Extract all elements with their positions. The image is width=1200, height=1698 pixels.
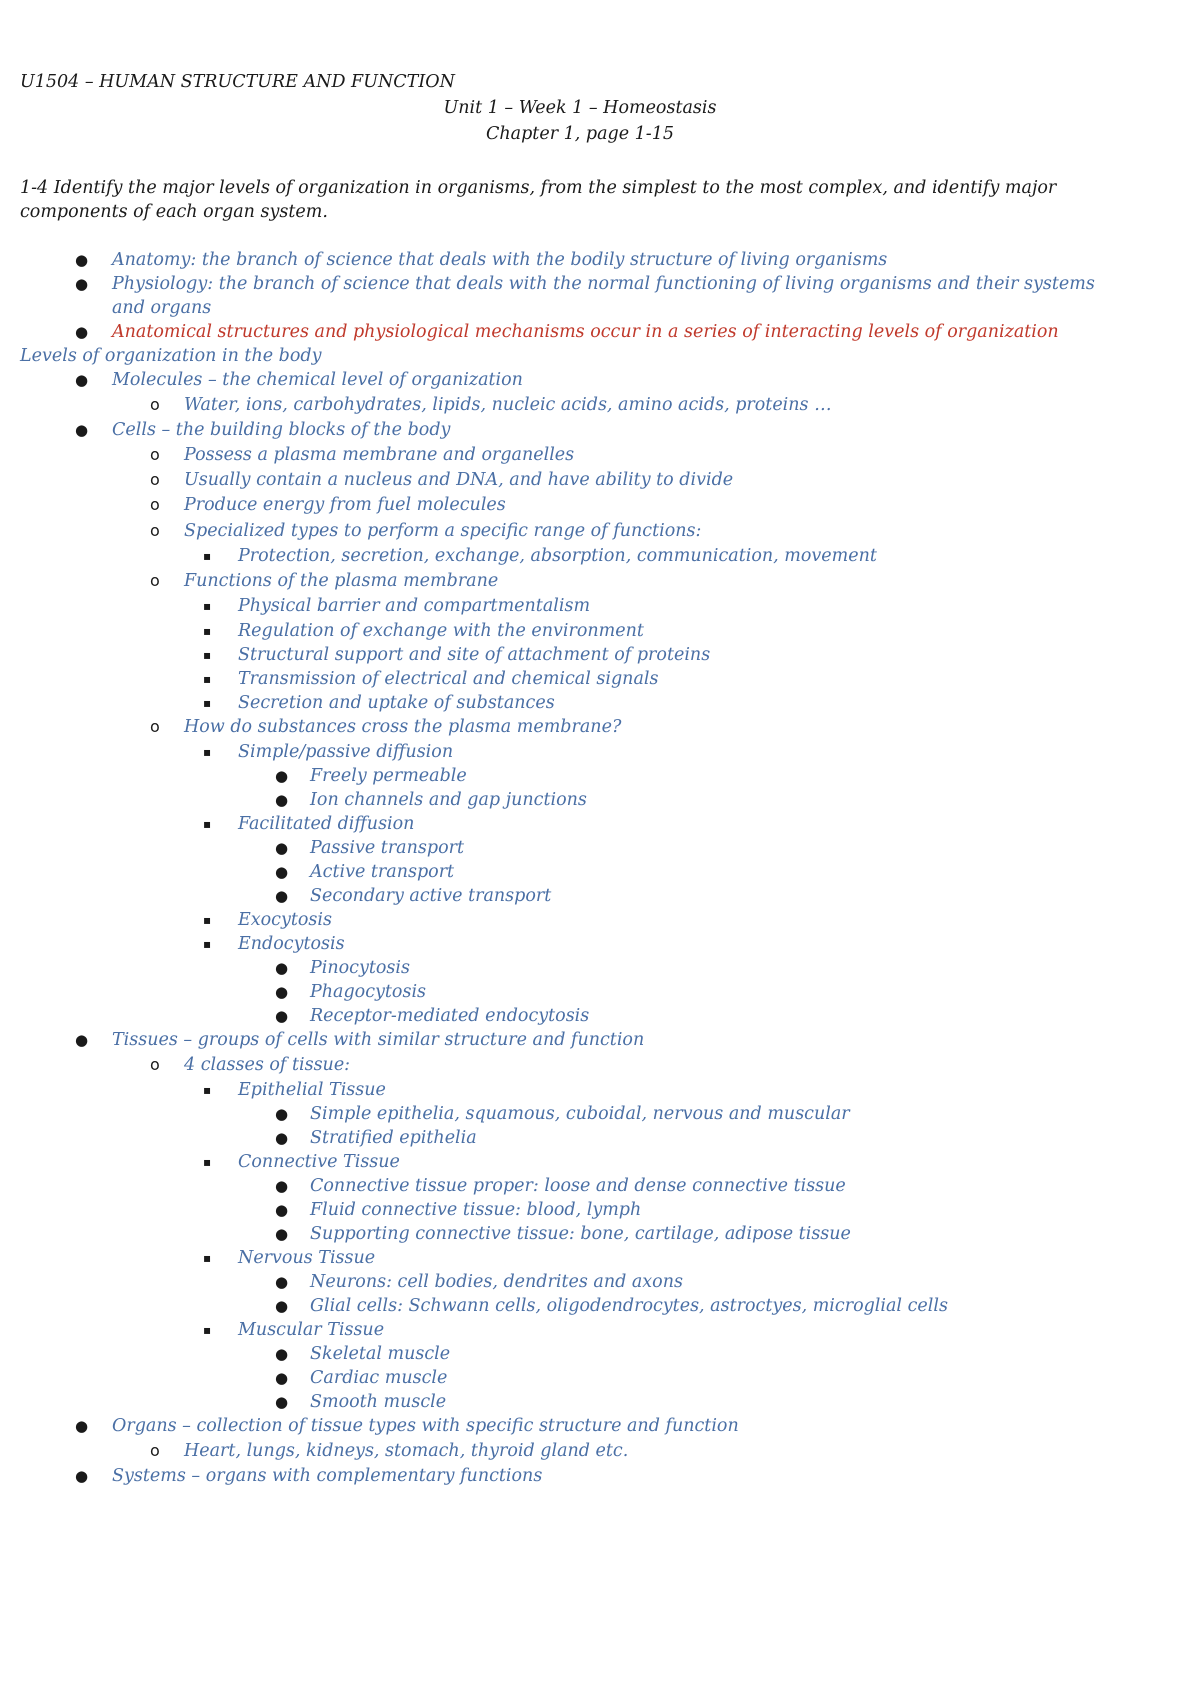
bullet-disc-icon: ●	[275, 983, 289, 1001]
bullet-square-icon: ▪	[203, 1083, 212, 1097]
bullet-circle-icon: o	[150, 470, 160, 489]
bullet-disc-icon: ●	[275, 1129, 289, 1147]
list-item: Regulation of exchange with the environment	[238, 621, 644, 641]
bullet-disc-icon: ●	[275, 959, 289, 977]
list-item: Supporting connective tissue: bone, cartilage, adipose tissue	[310, 1224, 851, 1244]
bullet-disc-icon: ●	[275, 1345, 289, 1363]
list-item: Secretion and uptake of substances	[238, 693, 555, 713]
bullet-square-icon: ▪	[203, 549, 212, 563]
list-item-highlight: Anatomical structures and physiological mechanisms occur in a series of interacting levels of organization	[112, 322, 1059, 342]
bullet-square-icon: ▪	[203, 913, 212, 927]
bullet-circle-icon: o	[150, 521, 160, 540]
bullet-disc-icon: ●	[275, 839, 289, 857]
list-item: Structural support and site of attachment of proteins	[238, 645, 711, 665]
list-item: How do substances cross the plasma membrane?	[184, 717, 622, 737]
list-item: Protection, secretion, exchange, absorption, communication, movement	[238, 546, 877, 566]
list-item: Ion channels and gap junctions	[310, 790, 587, 810]
list-item: Tissues – groups of cells with similar structure and function	[112, 1030, 645, 1050]
list-item: Connective Tissue	[238, 1152, 400, 1172]
list-item: Connective tissue proper: loose and dense connective tissue	[310, 1176, 846, 1196]
list-item: Muscular Tissue	[238, 1320, 385, 1340]
list-item: Neurons: cell bodies, dendrites and axons	[310, 1272, 683, 1292]
list-item: Specialized types to perform a specific range of functions:	[184, 521, 702, 541]
bullet-disc-icon: ●	[75, 421, 89, 439]
objective-line-2: components of each organ system.	[20, 202, 328, 222]
bullet-square-icon: ▪	[203, 745, 212, 759]
bullet-square-icon: ▪	[203, 937, 212, 951]
bullet-disc-icon: ●	[75, 275, 89, 293]
list-item: Transmission of electrical and chemical signals	[238, 669, 659, 689]
bullet-square-icon: ▪	[203, 672, 212, 686]
list-item-continuation: and organs	[112, 298, 212, 318]
bullet-square-icon: ▪	[203, 599, 212, 613]
course-title: U1504 – HUMAN STRUCTURE AND FUNCTION	[20, 72, 455, 92]
bullet-square-icon: ▪	[203, 696, 212, 710]
bullet-square-icon: ▪	[203, 648, 212, 662]
list-item: Nervous Tissue	[238, 1248, 376, 1268]
section-heading: Levels of organization in the body	[20, 346, 322, 366]
list-item: Glial cells: Schwann cells, oligodendrocytes, astroctyes, microglial cells	[310, 1296, 948, 1316]
bullet-circle-icon: o	[150, 1441, 160, 1460]
list-item: Cardiac muscle	[310, 1368, 448, 1388]
bullet-circle-icon: o	[150, 395, 160, 414]
list-item: Systems – organs with complementary functions	[112, 1466, 543, 1486]
list-item: Passive transport	[310, 838, 465, 858]
list-item: Pinocytosis	[310, 958, 410, 978]
list-item: Cells – the building blocks of the body	[112, 420, 451, 440]
bullet-disc-icon: ●	[275, 1273, 289, 1291]
list-item: Freely permeable	[310, 766, 467, 786]
bullet-disc-icon: ●	[275, 887, 289, 905]
list-item: Endocytosis	[238, 934, 345, 954]
bullet-disc-icon: ●	[275, 1105, 289, 1123]
list-item: Possess a plasma membrane and organelles	[184, 445, 575, 465]
bullet-disc-icon: ●	[275, 1369, 289, 1387]
list-item: Functions of the plasma membrane	[184, 571, 499, 591]
bullet-circle-icon: o	[150, 445, 160, 464]
bullet-disc-icon: ●	[75, 251, 89, 269]
list-item: Epithelial Tissue	[238, 1080, 386, 1100]
list-item: 4 classes of tissue:	[184, 1055, 351, 1075]
list-item: Organs – collection of tissue types with specific structure and function	[112, 1416, 739, 1436]
list-item: Molecules – the chemical level of organization	[112, 370, 523, 390]
bullet-circle-icon: o	[150, 1055, 160, 1074]
bullet-disc-icon: ●	[75, 1031, 89, 1049]
list-item: Heart, lungs, kidneys, stomach, thyroid gland etc.	[184, 1441, 629, 1461]
bullet-square-icon: ▪	[203, 1155, 212, 1169]
bullet-disc-icon: ●	[275, 863, 289, 881]
bullet-disc-icon: ●	[275, 1177, 289, 1195]
bullet-square-icon: ▪	[203, 1323, 212, 1337]
list-item: Skeletal muscle	[310, 1344, 451, 1364]
list-item: Facilitated diffusion	[238, 814, 415, 834]
list-item: Physiology: the branch of science that deals with the normal functioning of living organisms and their systems	[112, 274, 1095, 294]
bullet-disc-icon: ●	[275, 1393, 289, 1411]
bullet-square-icon: ▪	[203, 1251, 212, 1265]
bullet-disc-icon: ●	[275, 1201, 289, 1219]
list-item: Simple/passive diffusion	[238, 742, 454, 762]
list-item: Stratified epithelia	[310, 1128, 477, 1148]
list-item: Water, ions, carbohydrates, lipids, nucleic acids, amino acids, proteins …	[184, 395, 832, 415]
bullet-disc-icon: ●	[75, 323, 89, 341]
bullet-circle-icon: o	[150, 571, 160, 590]
bullet-disc-icon: ●	[275, 1225, 289, 1243]
list-item: Fluid connective tissue: blood, lymph	[310, 1200, 642, 1220]
bullet-disc-icon: ●	[75, 1417, 89, 1435]
bullet-circle-icon: o	[150, 495, 160, 514]
bullet-disc-icon: ●	[75, 1467, 89, 1485]
bullet-square-icon: ▪	[203, 624, 212, 638]
bullet-disc-icon: ●	[75, 371, 89, 389]
bullet-disc-icon: ●	[275, 767, 289, 785]
bullet-square-icon: ▪	[203, 817, 212, 831]
chapter-subtitle: Chapter 1, page 1-15	[486, 124, 674, 144]
list-item: Physical barrier and compartmentalism	[238, 596, 591, 616]
list-item: Phagocytosis	[310, 982, 427, 1002]
list-item: Active transport	[310, 862, 455, 882]
list-item: Anatomy: the branch of science that deals with the bodily structure of living organisms	[112, 250, 888, 270]
bullet-disc-icon: ●	[275, 791, 289, 809]
bullet-circle-icon: o	[150, 717, 160, 736]
list-item: Receptor-mediated endocytosis	[310, 1006, 590, 1026]
objective-line-1: 1-4 Identify the major levels of organization in organisms, from the simplest to the most complex, and identify major	[20, 178, 1057, 198]
list-item: Secondary active transport	[310, 886, 552, 906]
list-item: Simple epithelia, squamous, cuboidal, nervous and muscular	[310, 1104, 850, 1124]
list-item: Smooth muscle	[310, 1392, 447, 1412]
unit-subtitle: Unit 1 – Week 1 – Homeostasis	[443, 98, 717, 118]
list-item: Produce energy from fuel molecules	[184, 495, 506, 515]
list-item: Usually contain a nucleus and DNA, and have ability to divide	[184, 470, 734, 490]
bullet-disc-icon: ●	[275, 1297, 289, 1315]
bullet-disc-icon: ●	[275, 1007, 289, 1025]
list-item: Exocytosis	[238, 910, 332, 930]
